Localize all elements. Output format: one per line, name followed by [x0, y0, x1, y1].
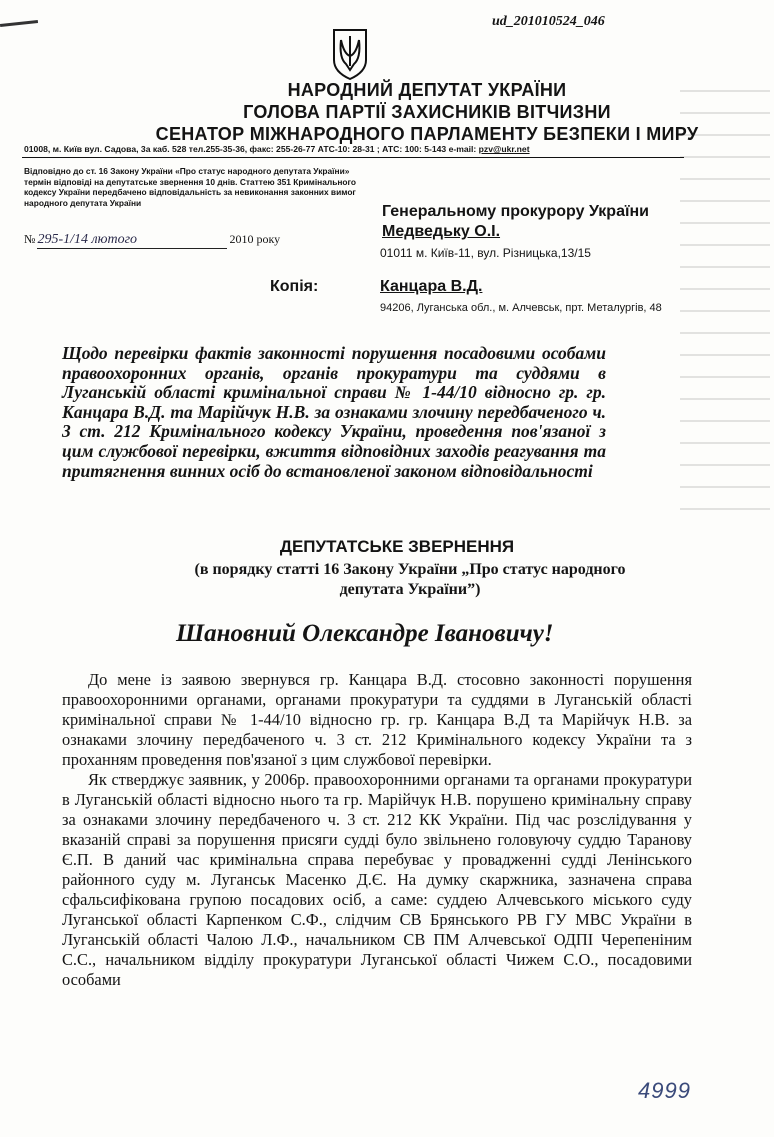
- page-number-handwritten: 4999: [638, 1078, 691, 1103]
- greeting: Шановний Олександре Івановичу!: [176, 620, 554, 647]
- bleed-through-text: [680, 90, 770, 510]
- body-paragraph-2: Як стверджує заявник, у 2006р. правоохоронними органами та органами прокуратури в Луганській області відносно нього та гр. Марійчук Н.В. порушено кримінальну справу за ознаками злочину передбаченого ч. 3 ст. 212 КК України. Під час розслідування у вказаній справі за порушення присяги судді було звільнено головуючу суддю Таранову Є.П. В даний час кримінальна справа перебуває у провадженні судді Ленінського районного суду м. Луганськ Масенко Д.Є. На думку скаржника, зазначена справа сфальсифікована групою посадових осіб, а саме: суддею Алчевського міського суду Луганської області Карпенком С.Ф., слідчим СВ Брянського РВ ГУ МВС України в Луганській області Чалою Л.Ф., начальником СВ ПМ Алчевської ОДПІ Черепеніним С.С., начальником відділу прокуратури Луганської області Чижем С.О., посадовими особами: [62, 770, 692, 989]
- registration-line: [24, 232, 280, 249]
- copy-name: Канцара В.Д.: [380, 278, 483, 295]
- contact-text: 01008, м. Київ вул. Садова, 3а каб. 528 тел.255-35-36, факс: 255-26-77 АТС-10: 28-31 ; АТС: 100: 5-143 e-mail:: [24, 144, 477, 154]
- contact-line: [24, 144, 684, 154]
- addressee-title: Генеральному прокурору України: [382, 203, 649, 220]
- document-title: ДЕПУТАТСЬКЕ ЗВЕРНЕННЯ: [279, 537, 515, 556]
- registration-suffix: 2010 року: [229, 232, 281, 246]
- document-subtitle: (в порядку статті 16 Закону України „Про статус народного депутата України”): [194, 561, 626, 598]
- header-divider: [22, 157, 684, 158]
- addressee-block: [382, 202, 649, 242]
- scan-edge-mark: [0, 20, 38, 27]
- addressee-address: 01011 м. Київ-11, вул. Різницька,13/15: [380, 246, 591, 260]
- addressee-name: Медведьку О.І.: [382, 223, 501, 240]
- email-link[interactable]: pzv@ukr.net: [478, 144, 530, 154]
- header-line-1: НАРОДНИЙ ДЕПУТАТ УКРАЇНИ: [287, 80, 567, 100]
- body-paragraph-1: До мене із заявою звернувся гр. Канцара В.Д. стосовно законності порушення правоохоронними органами, органами прокуратури та суддями в Луганській області кримінальної справи № 1-44/10 відносно гр. гр. Канцара В.Д та Марійчук Н.В. за ознаками злочину передбаченого ч. 3 ст. 212 Кримінального кодексу України та з проханням проведення пов'язаної з цим службової перевірки.: [62, 670, 692, 769]
- subject-paragraph: Щодо перевірки фактів законності порушення посадовими особами правоохоронних органів, органів прокуратури та суддями в Луганській області кримінальної справи № 1-44/10 відносно гр. гр. Канцара В.Д. та Марійчук Н.В. за ознаками злочину передбаченого ч. 3 ст. 212 Кримінального кодексу України, проведення пов'язаної з цим службової перевірки, вжиття відповідних заходів реагування та притягнення винних осіб до встановленої законом відповідальності: [62, 343, 606, 481]
- legal-note: Відповідно до ст. 16 Закону України «Про статус народного депутата України» термін відповіді на депутатське звернення 10 днів. Статтею 351 Кримінального кодексу України передбачено відповідальність за невиконання законних вимог народного депутата України: [24, 166, 357, 208]
- document-id: ud_201010524_046: [492, 14, 605, 29]
- coat-of-arms-icon: [330, 26, 370, 82]
- copy-address: 94206, Луганська обл., м. Алчевськ, прт. Металургів, 48: [380, 302, 662, 314]
- registration-handwritten: 295-1/14 лютого: [37, 232, 227, 249]
- body-text: [62, 670, 692, 990]
- header-line-3: СЕНАТОР МІЖНАРОДНОГО ПАРЛАМЕНТУ БЕЗПЕКИ І МИРУ: [155, 124, 699, 144]
- header-line-2: ГОЛОВА ПАРТІЇ ЗАХИСНИКІВ ВІТЧИЗНИ: [243, 102, 611, 122]
- copy-label: Копія:: [270, 278, 319, 295]
- registration-prefix: №: [24, 232, 36, 246]
